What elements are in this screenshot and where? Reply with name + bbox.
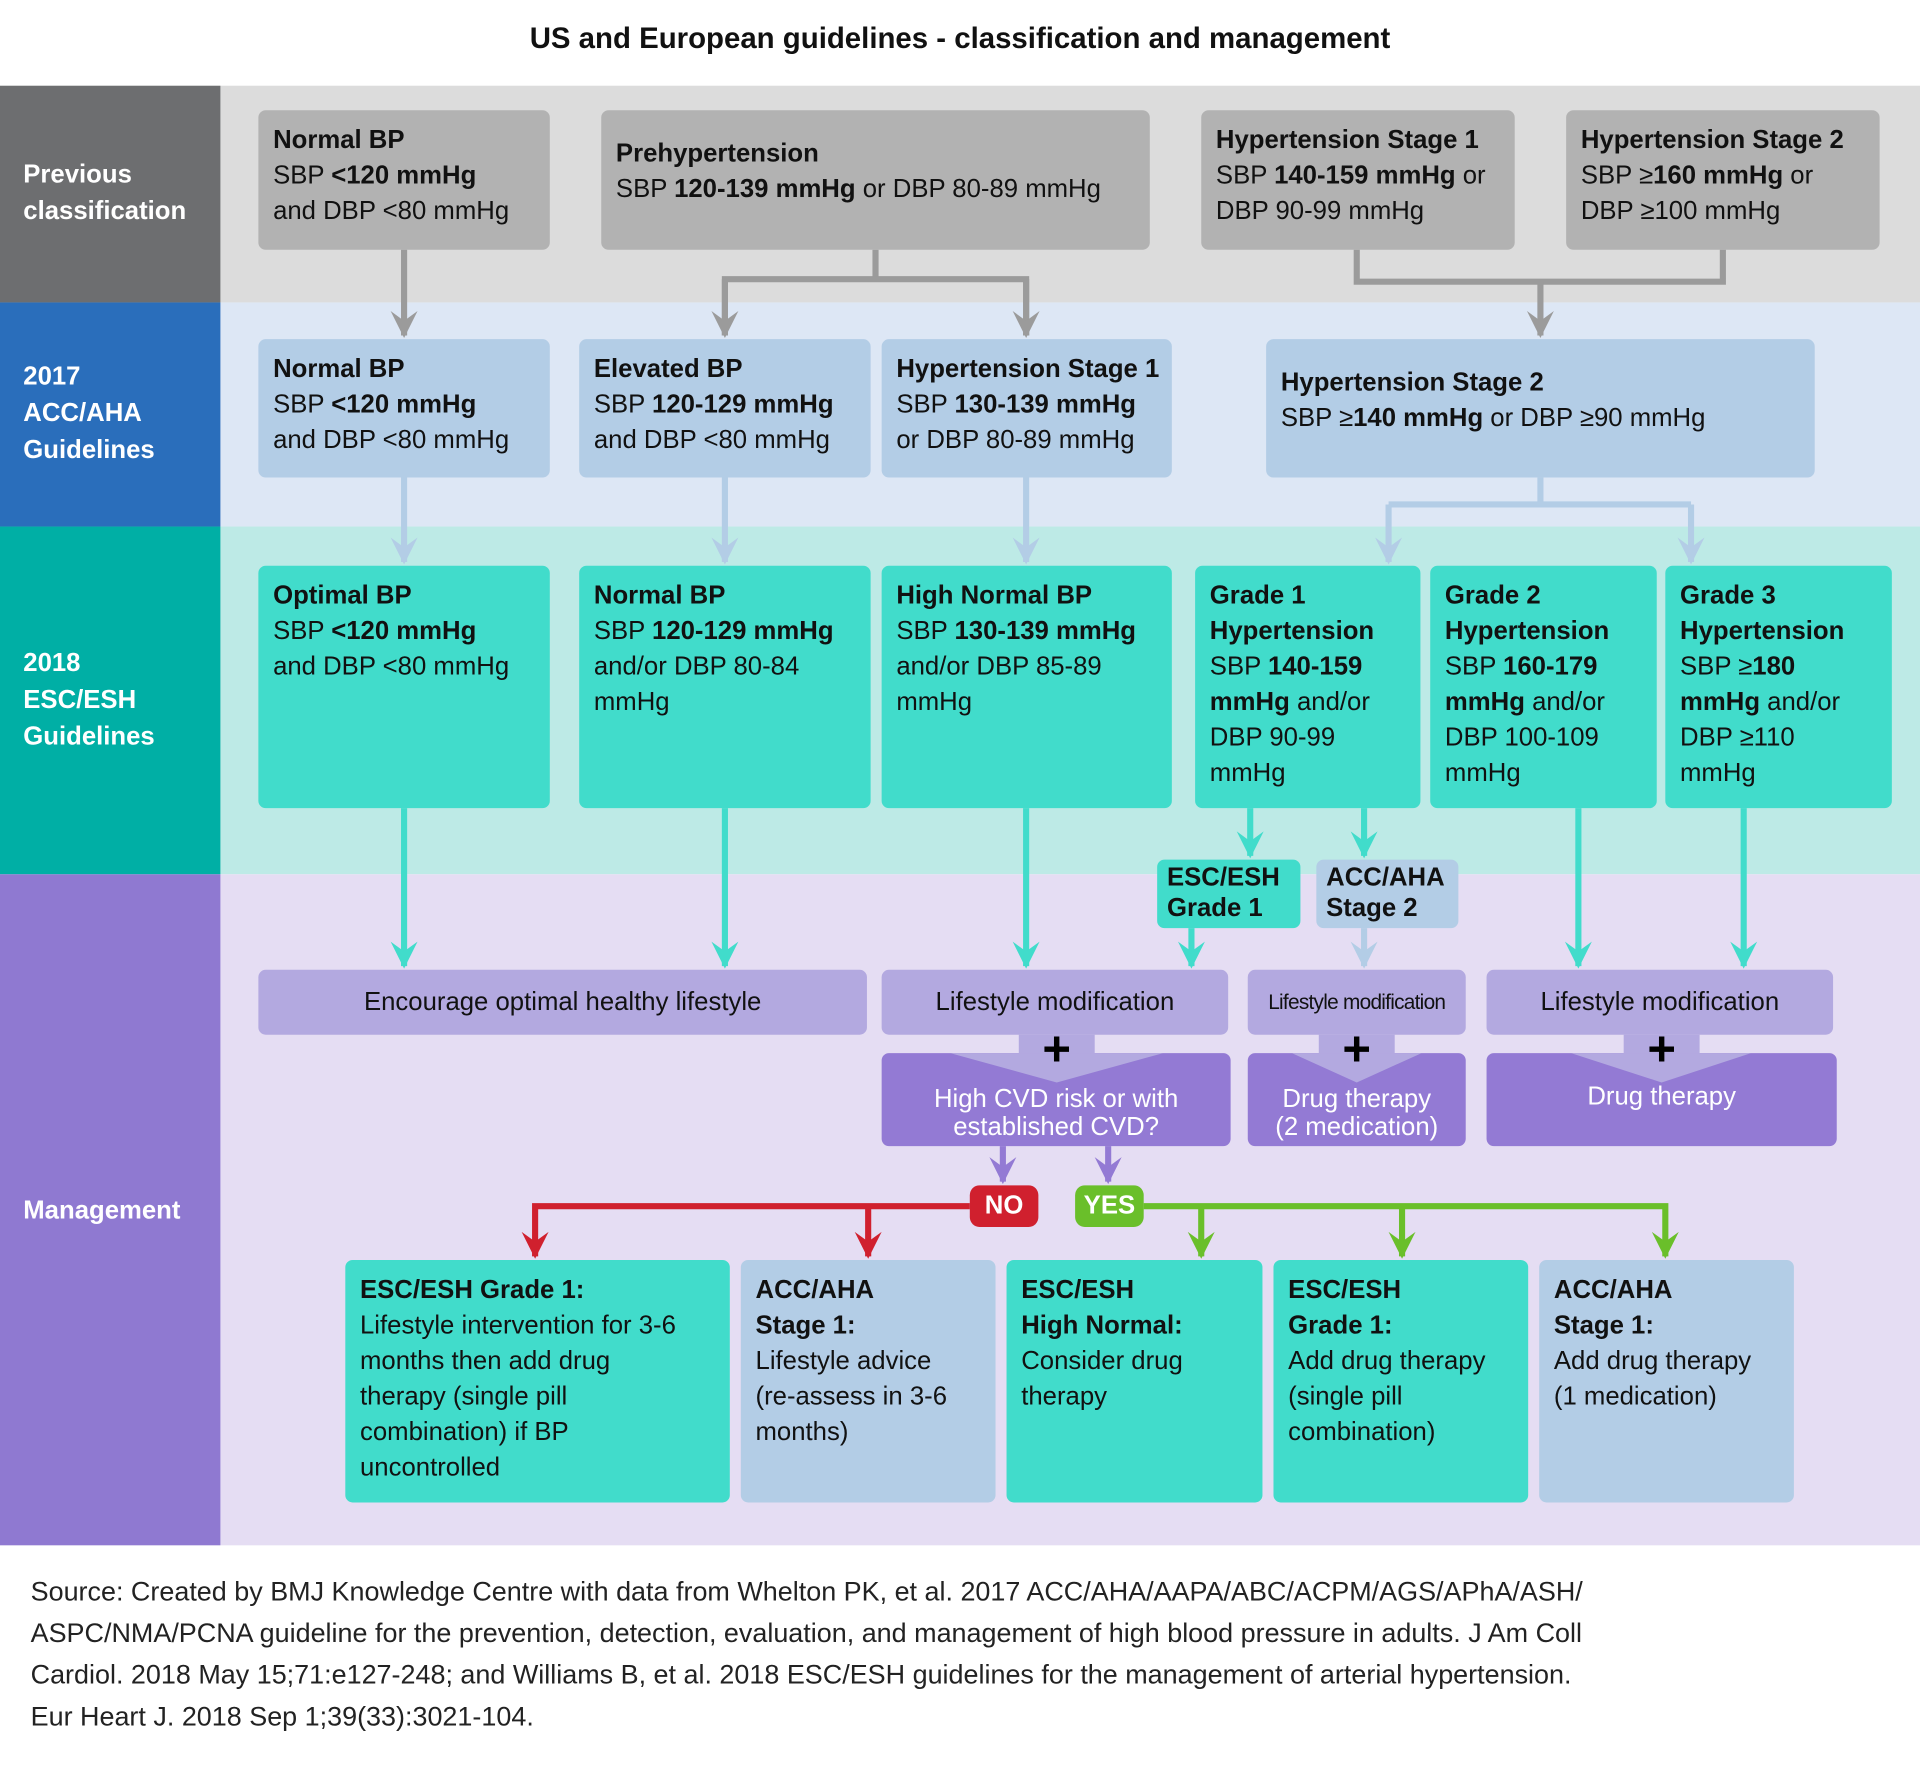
- no-badge: NO: [970, 1185, 1039, 1227]
- outcome-title: ESC/ESH High Normal:: [1021, 1275, 1183, 1340]
- outcome-body: Lifestyle intervention for 3-6 months then add drug therapy (single pill combination) if BP uncontrolled: [360, 1311, 676, 1482]
- box-text-segment: SBP: [896, 617, 955, 646]
- row-label-text: 2018 ESC/ESH Guidelines: [23, 648, 155, 751]
- box-text-segment: <120 mmHg: [331, 617, 477, 646]
- box-title: High Normal BP: [896, 581, 1093, 610]
- plus-icon: +: [1647, 1022, 1676, 1077]
- box-text-segment: SBP: [593, 617, 653, 646]
- yes-badge: YES: [1075, 1185, 1144, 1227]
- box-title: Hypertension Stage 2: [1580, 126, 1844, 155]
- tag-acc-aha-stage2: ACC/AHA Stage 2: [1316, 860, 1458, 929]
- box-text-segment: 120-129 mmHg: [652, 617, 834, 646]
- box-text-segment: 140 mmHg: [1353, 404, 1484, 433]
- outcome-title: ESC/ESH Grade 1:: [360, 1275, 585, 1305]
- box-text-segment: 130-139 mmHg: [954, 390, 1137, 419]
- row-label-text: Management: [23, 1196, 181, 1225]
- box-text-segment: and DBP <80 mmHg: [273, 652, 510, 681]
- outcome-body: Add drug therapy (1 medication): [1553, 1346, 1752, 1411]
- box-text-segment: <120 mmHg: [331, 161, 477, 190]
- box-title: Normal BP: [273, 126, 405, 155]
- plus-icon: +: [1342, 1022, 1372, 1077]
- box-text-segment: and/or DBP 100-109 mmHg: [1444, 688, 1605, 788]
- box-text-segment: and DBP <80 mmHg: [273, 426, 510, 455]
- box-text-segment: or DBP ≥90 mmHg: [1483, 404, 1706, 433]
- outcome-title: ESC/ESH Grade 1:: [1288, 1275, 1402, 1340]
- box-title: Normal BP: [593, 581, 726, 610]
- source-citation: Source: Created by BMJ Knowledge Centre with data from Whelton PK, et al. 2017 ACC/AHA/AAPA/ABC/ACPM/AGS/APhA/ASH/ ASPC/NMA/PCNA guideline for the prevention, detection, evaluation, and management of high blood pressure in adults. J Am Coll Cardiol. 2018 May 15;71:e127-248; and Williams B, et al. 2018 ESC/ESH guidelines for the management of arterial hypertension. Eur Heart J. 2018 Sep 1;39(33):3021-104.: [30, 1575, 1583, 1732]
- box-text-segment: and DBP <80 mmHg: [273, 197, 510, 226]
- tag-esc-esh-grade1: ESC/ESH Grade 1: [1157, 860, 1300, 929]
- box-text-segment: and/or DBP 90-99 mmHg: [1209, 688, 1370, 788]
- connector-line: [1357, 250, 1723, 282]
- box-title: Optimal BP: [273, 581, 412, 610]
- box-title: Grade 3 Hypertension: [1680, 581, 1845, 646]
- box-text-segment: and/or DBP 85-89 mmHg: [896, 652, 1102, 717]
- row-label-text: Previous classification: [23, 160, 187, 226]
- outcome-title: ACC/AHA Stage 1:: [755, 1275, 875, 1340]
- box-text-segment: SBP: [1444, 652, 1504, 681]
- box-text-segment: or DBP ≥100 mmHg: [1580, 161, 1814, 226]
- box-text-segment: SBP: [273, 161, 332, 190]
- box-text-segment: SBP ≥: [1280, 404, 1354, 433]
- box-text-segment: 160-179 mmHg: [1444, 652, 1598, 717]
- box-text-segment: 120-129 mmHg: [652, 390, 834, 419]
- box-text-segment: SBP ≥: [1680, 652, 1753, 681]
- box-text-segment: 160 mmHg: [1653, 161, 1784, 190]
- box-title: Hypertension Stage 1: [1215, 126, 1479, 155]
- outcome-title: ACC/AHA Stage 1:: [1553, 1275, 1673, 1340]
- box-title: Hypertension Stage 2: [1280, 368, 1544, 397]
- box-text-segment: SBP: [273, 390, 332, 419]
- box-text-segment: 130-139 mmHg: [954, 617, 1137, 646]
- box-text-segment: SBP ≥: [1580, 161, 1654, 190]
- outcome-body: Lifestyle advice (re-assess in 3-6 months): [755, 1346, 948, 1447]
- figure-title: US and European guidelines - classification and management: [529, 22, 1391, 56]
- box-title: Hypertension Stage 1: [896, 355, 1160, 384]
- row-label-text: 2017 ACC/AHA Guidelines: [23, 362, 155, 465]
- box-title: Prehypertension: [615, 139, 819, 168]
- box-text-segment: and/or DBP 80-84 mmHg: [593, 652, 800, 717]
- outcome-body: Add drug therapy (single pill combination): [1288, 1346, 1486, 1447]
- box-text-segment: or DBP 80-89 mmHg: [896, 426, 1135, 455]
- drug-therapy-box: Drug therapy: [1487, 1053, 1837, 1146]
- box-text-segment: SBP: [1209, 652, 1268, 681]
- box-text-segment: 120-139 mmHg: [674, 175, 856, 204]
- box-text-segment: and/or DBP ≥110 mmHg: [1680, 688, 1841, 788]
- lifestyle-modification-box: Lifestyle modification: [882, 970, 1229, 1035]
- cvd-risk-question-box: High CVD risk or with established CVD?: [882, 1053, 1231, 1146]
- drug-therapy-two-medication-box: Drug therapy (2 medication): [1248, 1053, 1466, 1146]
- box-text-segment: SBP: [1215, 161, 1275, 190]
- box-title: Grade 2 Hypertension: [1444, 581, 1610, 646]
- lifestyle-modification-box: Lifestyle modification: [1487, 970, 1834, 1035]
- encourage-lifestyle-box: Encourage optimal healthy lifestyle: [258, 970, 867, 1035]
- box-text-segment: <120 mmHg: [331, 390, 477, 419]
- outcome-body: Consider drug therapy: [1021, 1346, 1183, 1411]
- box-title: Normal BP: [273, 355, 405, 384]
- box-text-segment: or DBP 90-99 mmHg: [1215, 161, 1486, 226]
- box-text-segment: 180 mmHg: [1680, 652, 1796, 717]
- box-text-segment: 140-159 mmHg: [1209, 652, 1363, 717]
- box-text-segment: SBP: [273, 617, 332, 646]
- box-text-segment: SBP: [896, 390, 955, 419]
- connector-line: [535, 1206, 970, 1256]
- box-text-segment: and DBP <80 mmHg: [593, 426, 830, 455]
- box-text-segment: or DBP 80-89 mmHg: [855, 175, 1101, 204]
- box-title: Grade 1 Hypertension: [1209, 581, 1375, 646]
- box-text-segment: SBP: [615, 175, 675, 204]
- box-text-segment: 140-159 mmHg: [1274, 161, 1456, 190]
- lifestyle-modification-box: Lifestyle modification: [1248, 970, 1466, 1035]
- box-text-segment: SBP: [593, 390, 653, 419]
- box-title: Elevated BP: [593, 355, 743, 384]
- connector-line: [725, 279, 1026, 335]
- plus-icon: +: [1042, 1022, 1072, 1077]
